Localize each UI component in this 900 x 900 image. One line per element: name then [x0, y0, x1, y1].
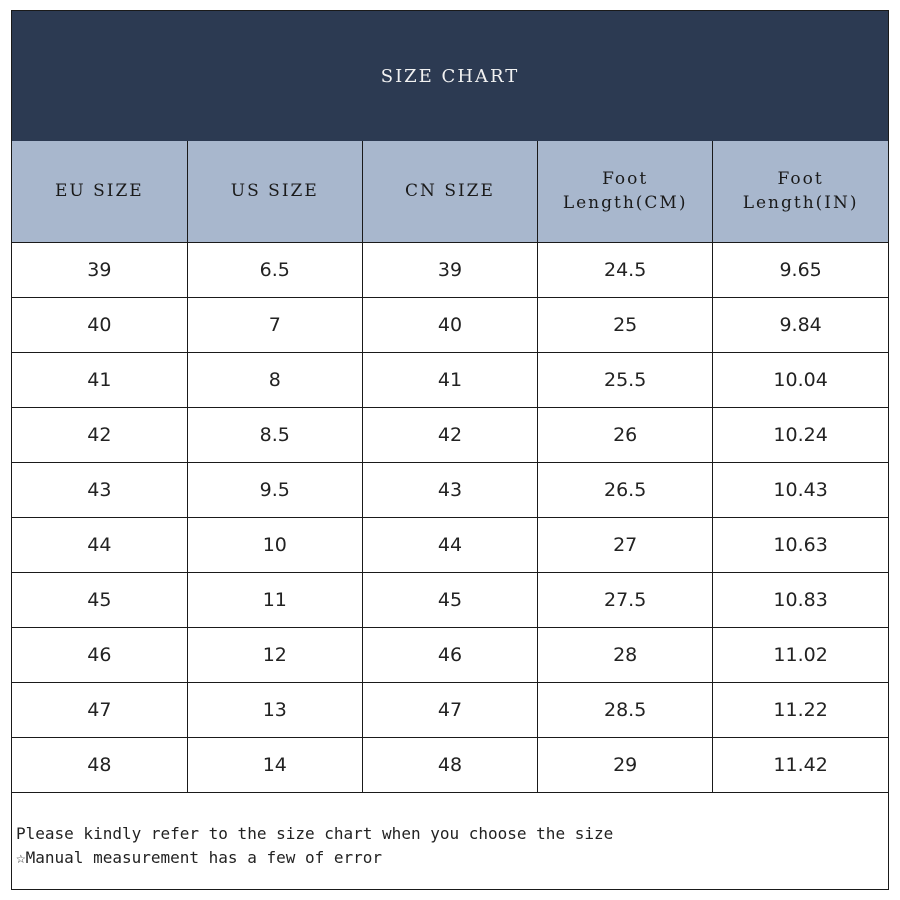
table-row [12, 242, 888, 297]
eu-size-cell: 46 [12, 627, 187, 682]
us-size-cell: 14 [187, 737, 362, 792]
header-foot-length-cm-line2: Length(CM) [562, 193, 688, 214]
table-row [12, 737, 888, 792]
eu-size-cell: 41 [12, 352, 187, 407]
us-size-cell: 7 [187, 297, 362, 352]
header-foot-length-in [713, 141, 888, 242]
eu-size-cell: 44 [12, 517, 187, 572]
us-size-cell: 10 [187, 517, 362, 572]
eu-size-cell: 40 [12, 297, 187, 352]
header-cn-size [362, 141, 537, 242]
foot-length-in-cell: 9.65 [713, 242, 888, 297]
eu-size-cell: 48 [12, 737, 187, 792]
table-row [12, 297, 888, 352]
cn-size-cell: 44 [362, 517, 537, 572]
foot-length-cm-cell: 25 [538, 297, 713, 352]
us-size-cell: 9.5 [187, 462, 362, 517]
foot-length-cm-cell: 29 [538, 737, 713, 792]
foot-length-cm-cell: 26 [538, 407, 713, 462]
foot-length-cm-cell: 28 [538, 627, 713, 682]
cn-size-cell: 42 [362, 407, 537, 462]
us-size-cell: 6.5 [187, 242, 362, 297]
eu-size-cell: 45 [12, 572, 187, 627]
eu-size-cell: 39 [12, 242, 187, 297]
foot-length-in-cell: 10.63 [713, 517, 888, 572]
note-line-2: ☆Manual measurement has a few of error [16, 848, 383, 867]
eu-size-cell: 42 [12, 407, 187, 462]
us-size-cell: 8 [187, 352, 362, 407]
cn-size-cell: 46 [362, 627, 537, 682]
cn-size-cell: 48 [362, 737, 537, 792]
header-foot-length-in-line2: Length(IN) [742, 193, 859, 214]
header-eu-size-label: EU SIZE [54, 181, 144, 202]
us-size-cell: 11 [187, 572, 362, 627]
table-row [12, 352, 888, 407]
foot-length-in-cell: 11.42 [713, 737, 888, 792]
foot-length-in-cell: 11.02 [713, 627, 888, 682]
foot-length-cm-cell: 25.5 [538, 352, 713, 407]
foot-length-cm-cell: 26.5 [538, 462, 713, 517]
us-size-cell: 12 [187, 627, 362, 682]
us-size-cell: 8.5 [187, 407, 362, 462]
table-row [12, 462, 888, 517]
header-us-size-label: US SIZE [230, 181, 319, 202]
foot-length-cm-cell: 27 [538, 517, 713, 572]
eu-size-cell: 47 [12, 682, 187, 737]
eu-size-cell: 43 [12, 462, 187, 517]
foot-length-in-cell: 9.84 [713, 297, 888, 352]
foot-length-cm-cell: 24.5 [538, 242, 713, 297]
cn-size-cell: 40 [362, 297, 537, 352]
table-row [12, 517, 888, 572]
foot-length-in-cell: 10.43 [713, 462, 888, 517]
table-row [12, 572, 888, 627]
foot-length-in-cell: 10.04 [713, 352, 888, 407]
foot-length-cm-cell: 28.5 [538, 682, 713, 737]
cn-size-cell: 43 [362, 462, 537, 517]
foot-length-in-cell: 11.22 [713, 682, 888, 737]
chart-title: SIZE CHART [12, 11, 888, 141]
header-eu-size [12, 141, 187, 242]
cn-size-cell: 39 [362, 242, 537, 297]
header-cn-size-label: CN SIZE [405, 181, 495, 202]
cn-size-cell: 47 [362, 682, 537, 737]
cn-size-cell: 41 [362, 352, 537, 407]
table-row [12, 627, 888, 682]
table-row [12, 407, 888, 462]
size-table [12, 141, 888, 793]
header-foot-length-cm-line1: Foot [602, 169, 649, 190]
header-row [12, 141, 888, 242]
size-chart [11, 10, 889, 890]
table-body [12, 242, 888, 792]
note-line-1: Please kindly refer to the size chart when you choose the size [16, 824, 614, 843]
cn-size-cell: 45 [362, 572, 537, 627]
foot-length-in-cell: 10.24 [713, 407, 888, 462]
foot-length-in-cell: 10.83 [713, 572, 888, 627]
foot-length-cm-cell: 27.5 [538, 572, 713, 627]
table-row [12, 682, 888, 737]
header-foot-length-cm [538, 141, 713, 242]
header-foot-length-in-line1: Foot [777, 169, 824, 190]
size-note [16, 822, 884, 870]
header-us-size [187, 141, 362, 242]
us-size-cell: 13 [187, 682, 362, 737]
